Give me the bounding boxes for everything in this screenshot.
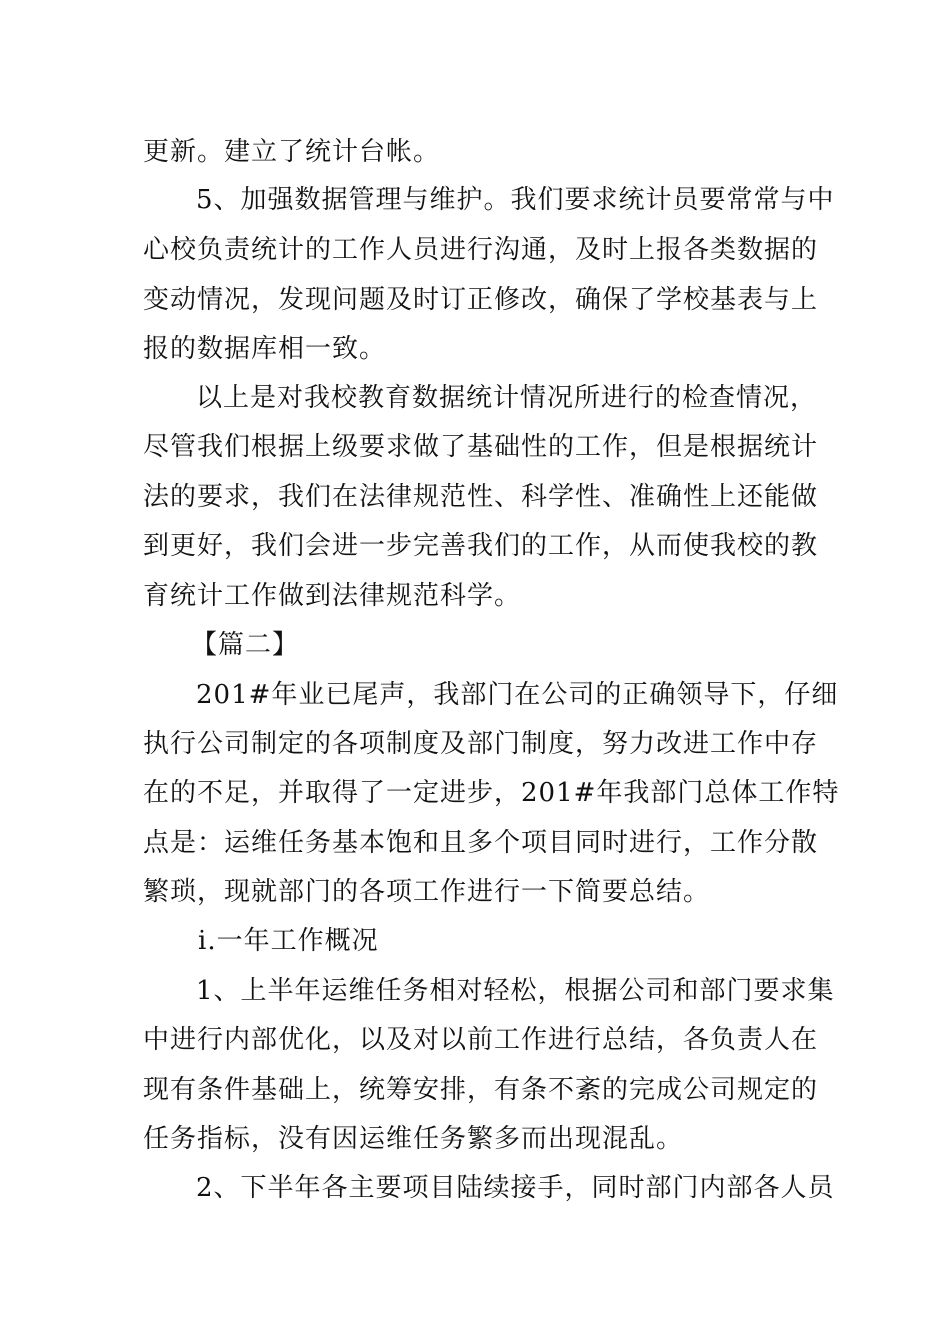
text-line: 育统计工作做到法律规范科学。 (143, 581, 522, 611)
text-line: 任务指标，没有因运维任务繁多而出现混乱。 (143, 1124, 684, 1154)
text-line: 执行公司制定的各项制度及部门制度，努力改进工作中存 (143, 729, 819, 759)
text-line: 1、上半年运维任务相对轻松，根据公司和部门要求集 (196, 976, 835, 1006)
text-line: 变动情况，发现问题及时订正修改，确保了学校基表与上 (143, 285, 819, 315)
text-line: 201#年业已尾声，我部门在公司的正确领导下，仔细 (196, 680, 839, 710)
text-line: 尽管我们根据上级要求做了基础性的工作，但是根据统计 (143, 432, 819, 462)
text-line: 2、下半年各主要项目陆续接手，同时部门内部各人员 (196, 1173, 835, 1203)
text-line: 更新。建立了统计台帐。 (143, 137, 441, 167)
text-line: 法的要求，我们在法律规范性、科学性、准确性上还能做 (143, 482, 819, 512)
subsection-heading: ⅰ.一年工作概况 (198, 926, 379, 956)
section-heading: 【篇二】 (191, 630, 300, 660)
text-line: 以上是对我校教育数据统计情况所进行的检查情况， (196, 383, 818, 413)
text-line: 繁琐，现就部门的各项工作进行一下简要总结。 (143, 877, 711, 907)
text-line: 到更好，我们会进一步完善我们的工作，从而使我校的教 (143, 531, 819, 561)
text-line: 在的不足，并取得了一定进步，201#年我部门总体工作特 (143, 778, 840, 808)
text-line: 心校负责统计的工作人员进行沟通，及时上报各类数据的 (143, 235, 819, 265)
text-line: 中进行内部优化，以及对以前工作进行总结，各负责人在 (143, 1025, 819, 1055)
text-line: 点是：运维任务基本饱和且多个项目同时进行，工作分散 (143, 828, 819, 858)
text-line: 5、加强数据管理与维护。我们要求统计员要常常与中 (196, 185, 835, 215)
text-line: 报的数据库相一致。 (143, 334, 387, 364)
text-line: 现有条件基础上，统筹安排，有条不紊的完成公司规定的 (143, 1075, 819, 1105)
